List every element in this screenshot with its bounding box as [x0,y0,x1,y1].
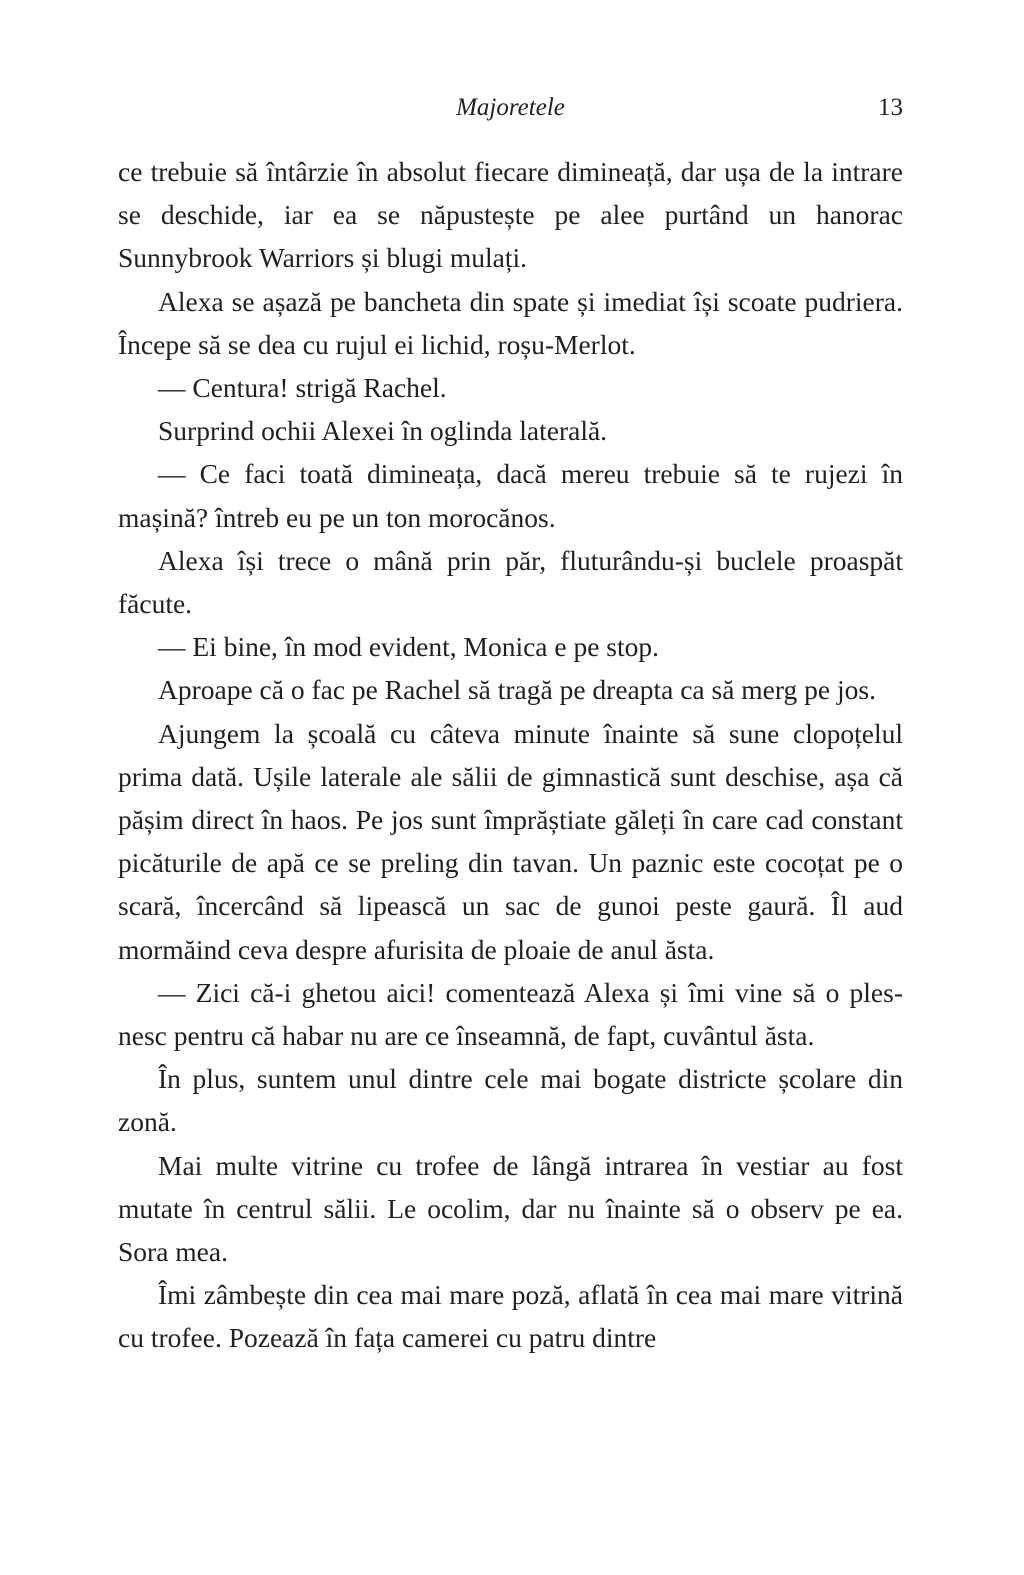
paragraph: Aproape că o fac pe Rachel să tragă pe dreapta ca să merg pe jos. [158,674,876,706]
paragraph: Îmi zâmbește din cea mai mare poză, aflată în cea mai mare vitrină cu trofee. Pozează în fața camerei cu patru dintre [118,1279,903,1354]
paragraph: Alexa își trece o mână prin păr, fluturându-și buclele proaspăt făcute. [118,544,903,620]
paragraph: Mai multe vitrine cu trofee de lângă intrarea în vestiar au fost mutate în centrul sălii. Le ocolim, dar nu înainte să o observ pe ea. Sora mea. [118,1149,903,1268]
paragraph: În plus, suntem unul dintre cele mai bogate districte școlare din zonă. [118,1063,903,1138]
paragraph: Surprind ochii Alexei în oglinda laterală. [158,415,608,447]
dialogue-line: — Centura! strigă Rachel. [158,372,447,404]
paragraph: Ajungem la școală cu câteva minute înainte să sune clopoțelul prima dată. Ușile laterale ale sălii de gimnastică sunt deschise, așa că pășim direct în haos. Pe jos sunt împrăștiate găleți în care cad constant picăturile de apă ce se preling din tavan. Un paznic este cocoțat pe o scară, încercând să lipească un sac de gunoi peste gaură. Îl aud mormăind ceva despre afurisita de ploaie de anul ăsta. [118,717,903,965]
body-text [118,150,903,1360]
paragraph: Alexa se așază pe bancheta din spate și imediat își scoate pudriera. Începe să se dea cu rujul ei lichid, roșu-Merlot. [118,285,903,360]
running-title: Majoretele [456,94,565,121]
dialogue-line: — Ei bine, în mod evident, Monica e pe stop. [158,631,660,663]
dialogue-line: — Zici că-i ghetou aici! comentează Alexa și îmi vine să o plesnesc pentru că habar nu are ce înseamnă, de fapt, cuvântul ăsta. [118,976,903,1052]
page-number: 13 [878,94,903,121]
running-header [118,88,903,128]
dialogue-line: — Ce faci toată dimineața, dacă mereu trebuie să te rujezi în mașină? întreb eu pe un ton morocănos. [118,458,903,533]
paragraph: ce trebuie să întârzie în absolut fiecare dimineață, dar ușa de la intrare se deschide, iar ea se năpustește pe alee purtând un hanorac Sunnybrook Warriors și blugi mulați. [118,156,903,274]
